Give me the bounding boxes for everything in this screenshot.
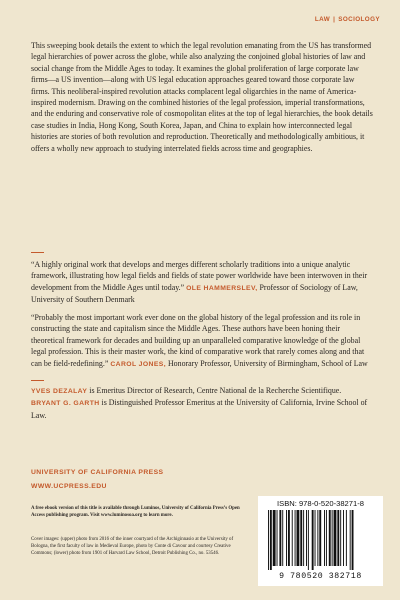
endorser-affiliation: Professor of Sociology of Law, University of Southern Denmark — [31, 282, 358, 305]
barcode-bar — [352, 510, 354, 570]
publisher-block — [31, 466, 163, 494]
barcode-bar — [270, 510, 272, 570]
subject-law: LAW — [314, 16, 331, 23]
barcode-bar — [343, 510, 344, 566]
barcode-bar — [303, 510, 304, 566]
author-bio-garth — [31, 397, 375, 421]
cover-image-credits: Cover images: (upper) photo from 2016 of the inner courtyard of the Archiginnasio at the University of Bologna, the first faculty of law in Medieval Europe, photo by Conte di Cavour and courtesy Creative Commons; (lower) photo from 1901 of Harvard Law School, Detroit Publishing Co., no. 53546. — [31, 537, 234, 556]
barcode-bar — [329, 510, 331, 566]
barcode-bar — [306, 510, 307, 566]
publisher-url: WWW.UCPRESS.EDU — [31, 483, 107, 490]
subject-tag — [315, 16, 380, 23]
barcode-bar — [300, 510, 302, 566]
barcode-bar — [295, 510, 296, 566]
subject-separator: | — [333, 16, 336, 23]
endorser-name: OLE HAMMERSLEV, — [186, 284, 258, 292]
barcode-bar — [324, 510, 325, 566]
isbn-barcode — [258, 496, 383, 586]
barcode-bar — [350, 510, 351, 570]
endorser-affiliation: Honorary Professor, University of Birmingham, School of Law — [167, 358, 368, 368]
barcode-bar — [334, 510, 337, 566]
book-description: This sweeping book details the extent to which the legal revolution emanating from the US has transformed legal hierarchies of power across the globe, while also analyzing the conjoined global histories of law and social change from the Middle Ages to today. It examines the global proliferation of large corporate law firms—a US invention—along with US legal education approaches geared toward those corporate law firms. This neoliberal-inspired revolution attacks complacent legal oligarchies in the name of America-inspired modernism. Drawing on the combined histories of the legal profession, imperial transformations, and the enduring and conservative role of cosmopolitan elites at the top of legal hierarchies, the book details case studies in India, Hong Kong, South Korea, Japan, and China to explain how interconnected legal histories are stories of both revolution and reproduction. Theoretically and methodologically ambitious, it offers a wholly new approach to studying interrelated fields across time and geographies. — [31, 41, 373, 153]
author-bios — [31, 385, 375, 421]
barcode-graphic — [266, 510, 376, 570]
endorsement-jones — [31, 312, 375, 370]
author-description: is Distinguished Professor Emeritus at the University of California, Irvine School of Law. — [31, 398, 368, 420]
barcode-bar — [315, 510, 316, 566]
publisher-name: UNIVERSITY OF CALIFORNIA PRESS — [31, 469, 164, 476]
barcode-bar — [308, 510, 309, 570]
barcode-bar — [332, 510, 333, 566]
endorsement-quote: “Probably the most important work ever done on the global history of the legal profession and its role in constructing the state and capitalism since the Middle Ages. These authors have been honing their theoretical framework for decades and building up an unparalleled comparative knowledge of the global legal profession. This is their master work, the kind of comparative work that rarely comes along and that can be field-redefining.” — [31, 313, 365, 368]
author-name: BRYANT G. GARTH — [31, 400, 100, 408]
endorsement-quote: “A highly original work that develops and merges different scholarly traditions into a unique analytic framework, illustrating how legal fields and fields of state power worldwide have been interwoven in their development from the Middle Ages until today.” — [31, 260, 368, 292]
barcode-bar — [273, 510, 276, 566]
isbn-label: ISBN: 978-0-520-38271-8 — [277, 499, 364, 508]
barcode-bar — [346, 510, 347, 566]
barcode-bar — [312, 510, 314, 570]
author-bio-dezalay — [31, 385, 375, 397]
barcode-bar — [340, 510, 341, 566]
barcode-digits: 9 780520 382718 — [279, 572, 362, 581]
divider-rule — [31, 380, 44, 381]
barcode-bar — [317, 510, 318, 566]
barcode-bar — [268, 510, 269, 570]
endorser-name: CAROL JONES, — [110, 360, 166, 368]
endorsement-hammerslev — [31, 259, 375, 306]
barcode-bar — [292, 510, 293, 566]
barcode-bar — [288, 510, 290, 566]
subject-sociology: SOCIOLOGY — [338, 16, 380, 23]
barcode-bar — [277, 510, 278, 566]
barcode-bar — [337, 510, 339, 566]
barcode-bar — [279, 510, 281, 566]
author-name: YVES DEZALAY — [31, 388, 88, 395]
barcode-bar — [286, 510, 287, 566]
barcode-bar — [319, 510, 321, 566]
barcode-bar — [297, 510, 300, 566]
barcode-bar — [326, 510, 327, 566]
barcode-bars — [266, 510, 376, 570]
open-access-note: A free ebook version of this title is available through Luminos, University of California Press’s Open Access publishing program. Visit www.luminosoa.org to learn more. — [31, 506, 240, 518]
barcode-bar — [282, 510, 283, 566]
divider-rule — [31, 252, 44, 253]
author-description: is Emeritus Director of Research, Centre National de la Recherche Scientifique. — [89, 386, 342, 395]
